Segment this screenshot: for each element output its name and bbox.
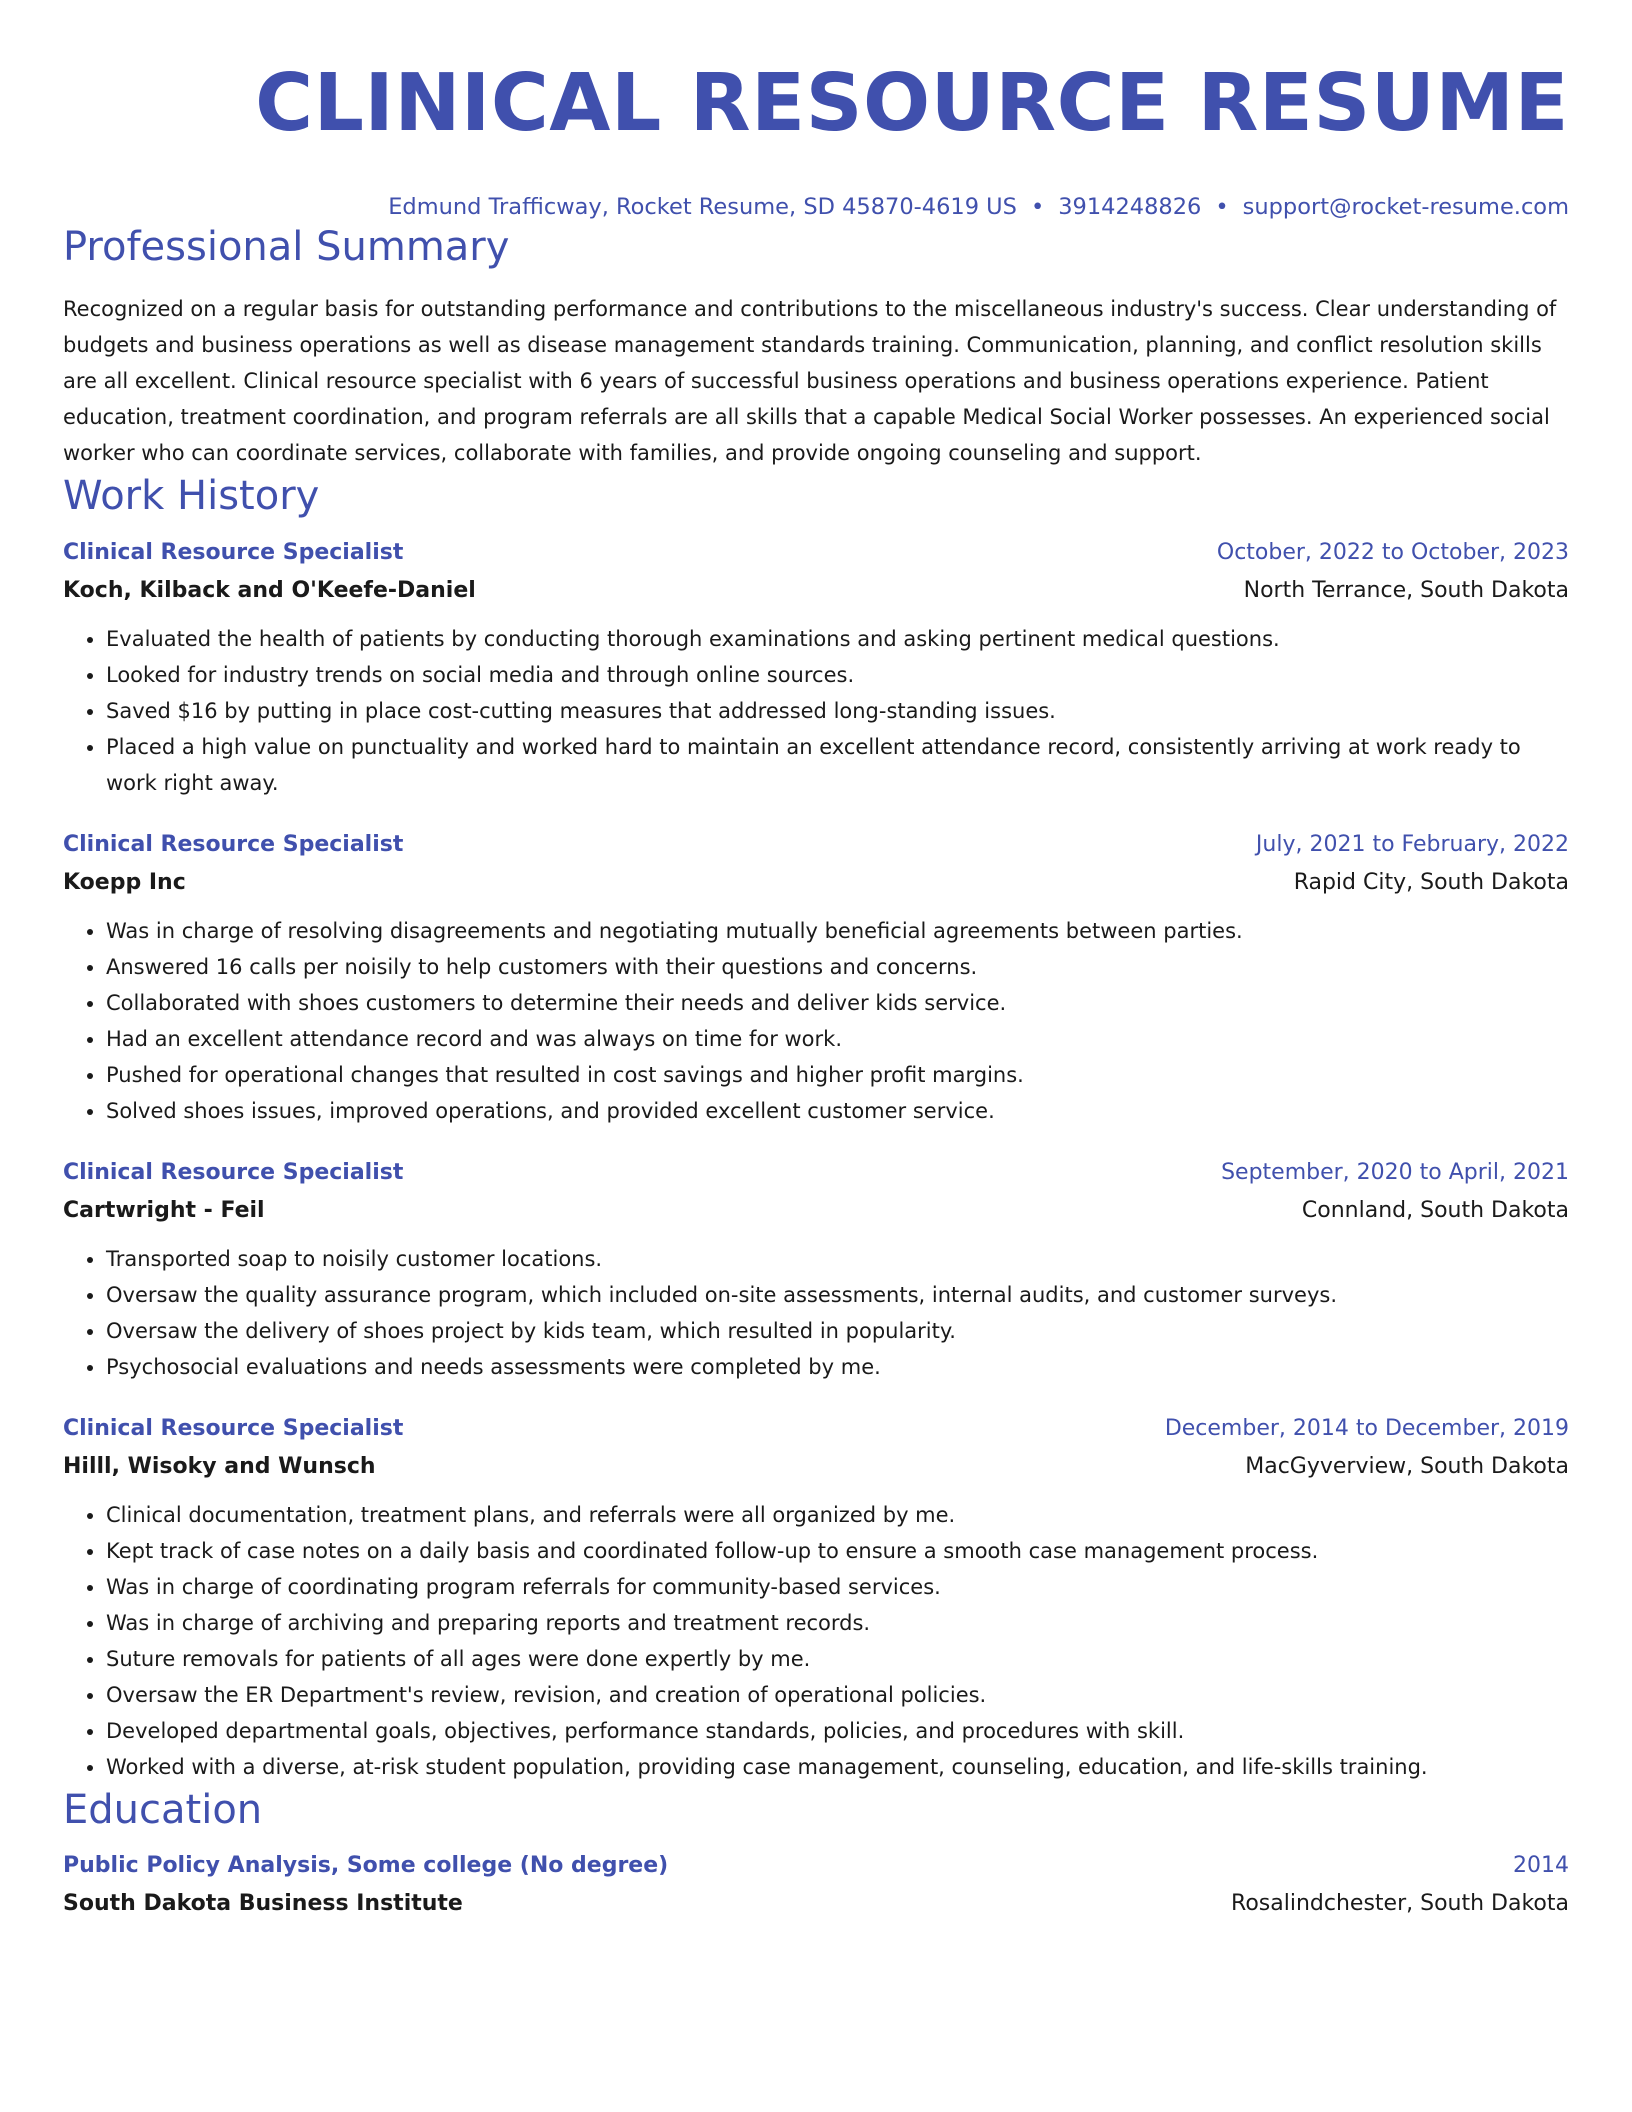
job-entry (63, 1410, 1569, 1785)
education-entry (63, 1847, 1569, 1923)
contact-phone: 3914248826 (1058, 194, 1202, 220)
job-dates: July, 2021 to February, 2022 (1255, 832, 1569, 857)
job-entry (63, 1154, 1569, 1385)
job-bullet: • Had an excellent attendance record and was always on time for work. (106, 1021, 1569, 1057)
job-title: Clinical Resource Specialist (63, 832, 404, 857)
job-location: Rapid City, South Dakota (1293, 870, 1569, 895)
job-dates: October, 2022 to October, 2023 (1216, 540, 1569, 565)
job-location: North Terrance, South Dakota (1243, 578, 1569, 603)
job-title: Clinical Resource Specialist (63, 540, 404, 565)
summary-heading: Professional Summary (63, 224, 510, 270)
resume-title: CLINICAL RESOURCE RESUME (255, 57, 1569, 149)
job-employer: Cartwright - Feil (63, 1198, 265, 1223)
job-entry (63, 826, 1569, 1129)
job-bullet: • Pushed for operational changes that resulted in cost savings and higher profit margins. (106, 1057, 1569, 1093)
job-bullet: • Suture removals for patients of all ages were done expertly by me. (106, 1641, 1569, 1677)
job-bullet: • Psychosocial evaluations and needs assessments were completed by me. (106, 1349, 1569, 1385)
work-history-list (63, 534, 1569, 1785)
work-history-heading: Work History (63, 473, 320, 519)
contact-address: Edmund Trafficway, Rocket Resume, SD 45870-4619 US (388, 194, 1017, 220)
job-bullet: • Oversaw the ER Department's review, revision, and creation of operational policies. (106, 1677, 1569, 1713)
contact-email: support@rocket-resume.com (1242, 194, 1569, 220)
job-title: Clinical Resource Specialist (63, 1160, 404, 1185)
contact-line (63, 192, 1569, 222)
job-bullet-list (63, 1241, 1569, 1385)
job-location: MacGyverview, South Dakota (1245, 1454, 1569, 1479)
education-location: Rosalindchester, South Dakota (1231, 1891, 1569, 1916)
job-bullet: • Was in charge of resolving disagreements and negotiating mutually beneficial agreements between parties. (106, 913, 1569, 949)
job-bullet: • Developed departmental goals, objectives, performance standards, policies, and procedures with skill. (106, 1713, 1569, 1749)
job-entry (63, 534, 1569, 801)
job-employer: Koch, Kilback and O'Keefe-Daniel (63, 578, 476, 603)
job-bullet-list (63, 913, 1569, 1129)
education-school: South Dakota Business Institute (63, 1891, 463, 1916)
education-degree: Public Policy Analysis, Some college (No degree) (63, 1853, 669, 1878)
job-bullet: • Worked with a diverse, at-risk student population, providing case management, counseling, education, and life-skills training. (106, 1749, 1569, 1785)
job-employer: Hilll, Wisoky and Wunsch (63, 1454, 376, 1479)
job-bullet-list (63, 1497, 1569, 1785)
job-bullet: • Clinical documentation, treatment plans, and referrals were all organized by me. (106, 1497, 1569, 1533)
job-title: Clinical Resource Specialist (63, 1416, 404, 1441)
education-heading: Education (63, 1787, 263, 1833)
job-bullet: • Placed a high value on punctuality and worked hard to maintain an excellent attendance record, consistently arriving at work ready to work right away. (106, 729, 1569, 801)
job-dates: September, 2020 to April, 2021 (1221, 1160, 1569, 1185)
job-dates: December, 2014 to December, 2019 (1164, 1416, 1569, 1441)
job-bullet: • Collaborated with shoes customers to determine their needs and deliver kids service. (106, 985, 1569, 1021)
job-bullet: • Was in charge of coordinating program referrals for community-based services. (106, 1569, 1569, 1605)
job-bullet: • Was in charge of archiving and preparing reports and treatment records. (106, 1605, 1569, 1641)
contact-separator: • (1215, 194, 1229, 220)
job-bullet-list (63, 621, 1569, 801)
job-bullet: • Oversaw the delivery of shoes project by kids team, which resulted in popularity. (106, 1313, 1569, 1349)
summary-text: Recognized on a regular basis for outstanding performance and contributions to the miscellaneous industry's success. Clear understanding of budgets and business operations as well as disease management standards training. Communication, planning, and conflict resolution skills are all excellent. Clinical resource specialist with 6 years of successful business operations and business operations experience. Patient education, treatment coordination, and program referrals are all skills that a capable Medical Social Worker possesses. An experienced social worker who can coordinate services, collaborate with families, and provide ongoing counseling and support. (63, 297, 1557, 465)
job-bullet: • Oversaw the quality assurance program, which included on-site assessments, internal audits, and customer surveys. (106, 1277, 1569, 1313)
contact-separator: • (1030, 194, 1045, 220)
job-bullet: • Transported soap to noisily customer locations. (106, 1241, 1569, 1277)
job-location: Connland, South Dakota (1301, 1198, 1569, 1223)
job-bullet: • Kept track of case notes on a daily basis and coordinated follow-up to ensure a smooth case management process. (106, 1533, 1569, 1569)
job-bullet: • Saved $16 by putting in place cost-cutting measures that addressed long-standing issues. (106, 693, 1569, 729)
education-year: 2014 (1513, 1853, 1569, 1878)
job-bullet: • Evaluated the health of patients by conducting thorough examinations and asking pertinent medical questions. (106, 621, 1569, 657)
job-employer: Koepp Inc (63, 870, 186, 895)
job-bullet: • Answered 16 calls per noisily to help customers with their questions and concerns. (106, 949, 1569, 985)
job-bullet: • Solved shoes issues, improved operations, and provided excellent customer service. (106, 1093, 1569, 1129)
job-bullet: • Looked for industry trends on social media and through online sources. (106, 657, 1569, 693)
